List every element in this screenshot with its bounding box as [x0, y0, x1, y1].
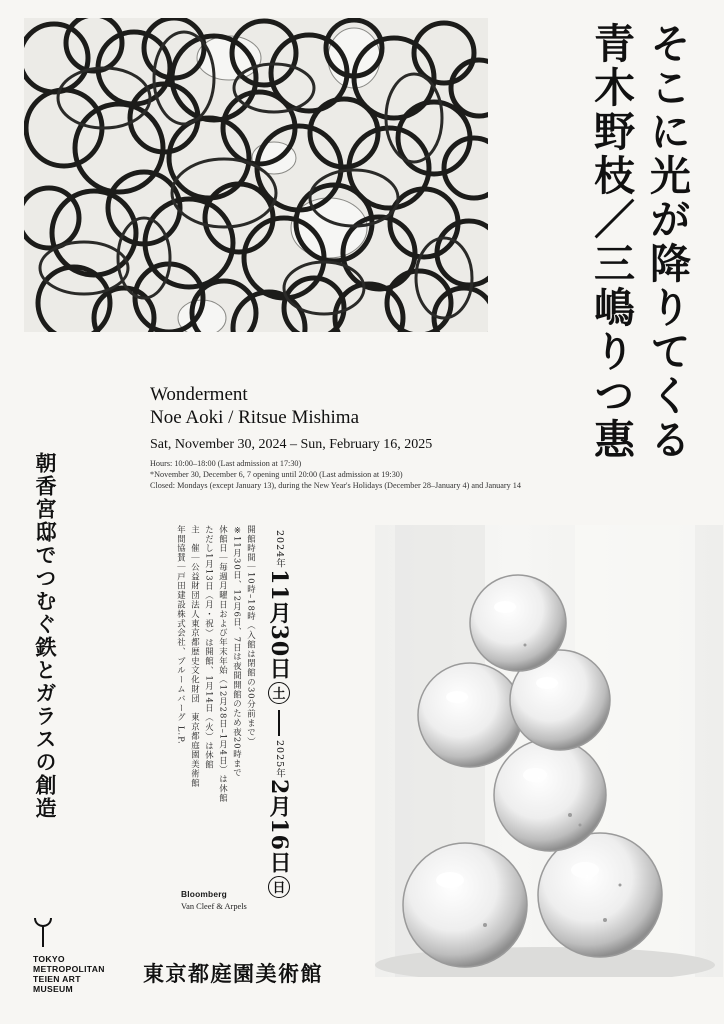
info-closed2-jp: ただし1月13日（月・祝）は開館、1月14日（火）は休館 — [204, 525, 215, 770]
subtitle-jp: 朝香宮邸でつむぐ鉄とガラスの創造 — [33, 452, 58, 820]
english-info — [150, 383, 521, 491]
start-weekday-badge: 土 — [268, 682, 290, 704]
glass-spheres-artwork-photo — [375, 525, 723, 977]
glass-spheres-illustration — [375, 525, 723, 977]
exhibition-title-en: Wonderment — [150, 384, 248, 405]
logo-text-line: MUSEUM — [33, 984, 73, 994]
info-night-jp: ※11月30日、12月6日、7日は夜間開館のため夜20時まで — [232, 525, 243, 778]
logo-text-line: TEIEN ART — [33, 974, 81, 984]
sponsors — [181, 889, 247, 911]
info-hours-jp: 開館時間｜10時–18時（入館は閉館の30分前まで） — [246, 525, 257, 747]
logo-text-line: TOKYO — [33, 954, 65, 964]
logo-text-line: METROPOLITAN — [33, 964, 105, 974]
museum-name-jp: 東京都庭園美術館 — [143, 961, 323, 986]
end-weekday-badge: 日 — [268, 876, 290, 898]
info-organizer-jp: 主 催｜公益財団法人東京都歴史文化財団 東京都庭園美術館 — [190, 525, 201, 788]
night-opening-en: *November 30, December 6, 7 opening until 20:00 (Last admission at 19:30) — [150, 470, 403, 479]
van-cleef-arpels-logo: Van Cleef & Arpels — [181, 902, 247, 911]
closed-en: Closed: Mondays (except January 13), during the New Year's Holidays (December 28–January 4) and January 14 — [150, 481, 521, 490]
title-line-2: 青木野枝／三嶋りつ惠 — [587, 22, 635, 462]
start-year: 2024年 — [274, 530, 285, 569]
bloomberg-logo: Bloomberg — [181, 889, 228, 899]
end-date: 2月16日 — [266, 778, 292, 874]
hours-en: Hours: 10:00–18:00 (Last admission at 17:30) — [150, 459, 302, 468]
date-range-dash — [278, 710, 280, 736]
iron-rings-artwork-photo — [24, 18, 488, 332]
info-sponsor-jp: 年間協賛｜戸田建設株式会社、ブルームバーグ L.P. — [176, 525, 187, 745]
museum-logo-text — [33, 954, 105, 994]
end-year: 2025年 — [274, 739, 285, 779]
museum-logo — [33, 916, 105, 994]
museum-emblem-icon — [33, 916, 53, 948]
start-date: 11月30日 — [266, 568, 292, 680]
iron-rings-illustration — [24, 18, 488, 332]
artists-en: Noe Aoki / Ritsue Mishima — [150, 407, 359, 428]
info-closed-jp: 休館日｜毎週月曜日および年末年始（12月28日–1月4日）は休館 — [218, 525, 229, 803]
dates-en: Sat, November 30, 2024 – Sun, February 16, 2025 — [150, 437, 433, 452]
title-line-1: そこに光が降りてくる — [643, 22, 691, 462]
dates-jp — [262, 530, 296, 900]
